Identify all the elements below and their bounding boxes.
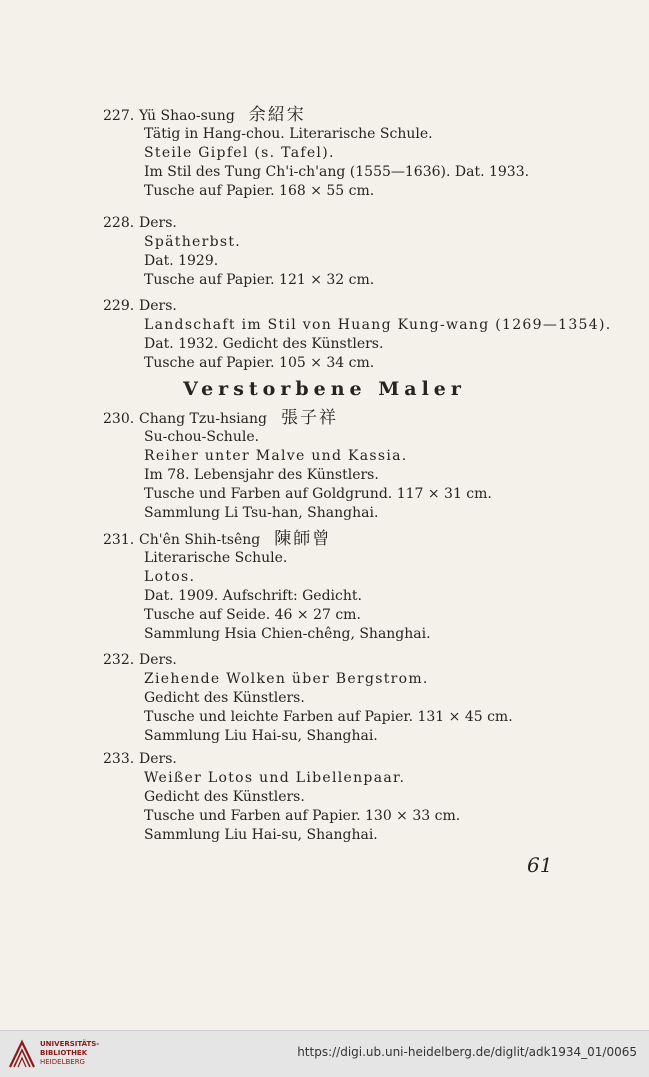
catalog-entry-230 — [103, 409, 623, 523]
artist-name: Ders. — [139, 215, 177, 231]
permalink-url[interactable]: https://digi.ub.uni-heidelberg.de/diglit/adk1934_01/0065 — [297, 1045, 637, 1059]
artist-name: Yü Shao-sung — [139, 108, 235, 124]
entry-number: 233. — [103, 751, 135, 767]
artist-name-chinese: 張子祥 — [280, 408, 338, 428]
catalog-entry-233 — [103, 750, 623, 845]
entry-line: Tätig in Hang-chou. Literarische Schule. — [144, 126, 433, 142]
entry-line: Gedicht des Künstlers. — [144, 690, 305, 706]
entry-line: Sammlung Liu Hai-su, Shanghai. — [144, 827, 378, 843]
entry-line: Tusche und leichte Farben auf Papier. 131 × 45 cm. — [144, 709, 513, 725]
artist-name: Chang Tzu-hsiang — [139, 411, 267, 427]
library-name-line: BIBLIOTHEK — [40, 1049, 88, 1057]
entry-heading — [103, 409, 623, 428]
entry-heading — [103, 651, 623, 670]
artwork-title: Weißer Lotos und Libellenpaar. — [144, 770, 406, 786]
entry-line: Sammlung Hsia Chien-chêng, Shanghai. — [144, 626, 431, 642]
entry-line: Tusche auf Papier. 105 × 34 cm. — [144, 355, 375, 371]
artwork-title: Landschaft im Stil von Huang Kung-wang (1269—1354). — [144, 317, 612, 333]
artist-name: Ders. — [139, 751, 177, 767]
entry-number: 229. — [103, 298, 135, 314]
library-name-line: UNIVERSITÄTS- — [40, 1040, 100, 1048]
entry-heading — [103, 106, 623, 125]
artist-name-chinese: 陳師曾 — [274, 529, 332, 549]
entry-heading — [103, 530, 623, 549]
entry-line: Tusche auf Papier. 168 × 55 cm. — [144, 183, 375, 199]
entry-line: Dat. 1932. Gedicht des Künstlers. — [144, 336, 384, 352]
entry-heading — [103, 750, 623, 769]
entry-line: Literarische Schule. — [144, 550, 288, 566]
entry-line: Im 78. Lebensjahr des Künstlers. — [144, 467, 379, 483]
artwork-title: Spätherbst. — [144, 234, 242, 250]
section-heading: Verstorbene Maler — [183, 378, 466, 400]
artist-name: Ders. — [139, 298, 177, 314]
entry-line: Dat. 1929. — [144, 253, 219, 269]
artwork-title: Steile Gipfel (s. Tafel). — [144, 145, 335, 161]
entry-line: Sammlung Liu Hai-su, Shanghai. — [144, 728, 378, 744]
entry-heading — [103, 214, 623, 233]
entry-number: 227. — [103, 108, 135, 124]
entry-line: Su-chou-Schule. — [144, 429, 260, 445]
viewer-footer — [0, 1030, 649, 1077]
catalog-entry-227 — [103, 106, 623, 201]
entry-number: 232. — [103, 652, 135, 668]
catalog-entry-232 — [103, 651, 623, 746]
university-library-logo-icon — [8, 1039, 36, 1069]
entry-line: Tusche auf Papier. 121 × 32 cm. — [144, 272, 375, 288]
entry-line: Gedicht des Künstlers. — [144, 789, 305, 805]
entry-line: Tusche und Farben auf Papier. 130 × 33 cm. — [144, 808, 461, 824]
entry-line: Sammlung Li Tsu-han, Shanghai. — [144, 505, 379, 521]
page-number: 61 — [527, 853, 553, 877]
artist-name: Ch'ên Shih-tsêng — [139, 532, 261, 548]
entry-line: Tusche und Farben auf Goldgrund. 117 × 31 cm. — [144, 486, 492, 502]
catalog-entry-228 — [103, 214, 623, 290]
artwork-title: Ziehende Wolken über Bergstrom. — [144, 671, 429, 687]
entry-line: Im Stil des Tung Ch'i-ch'ang (1555—1636). Dat. 1933. — [144, 164, 530, 180]
entry-line: Tusche auf Seide. 46 × 27 cm. — [144, 607, 361, 623]
entry-line: Dat. 1909. Aufschrift: Gedicht. — [144, 588, 362, 604]
entry-number: 231. — [103, 532, 135, 548]
library-name-line: HEIDELBERG — [40, 1058, 85, 1066]
artwork-title: Lotos. — [144, 569, 196, 585]
entry-number: 228. — [103, 215, 135, 231]
entry-number: 230. — [103, 411, 135, 427]
library-name — [40, 1040, 99, 1067]
artwork-title: Reiher unter Malve und Kassia. — [144, 448, 408, 464]
artist-name: Ders. — [139, 652, 177, 668]
entry-heading — [103, 297, 623, 316]
catalog-entry-229 — [103, 297, 623, 373]
catalog-entry-231 — [103, 530, 623, 644]
artist-name-chinese: 余紹宋 — [248, 105, 306, 125]
